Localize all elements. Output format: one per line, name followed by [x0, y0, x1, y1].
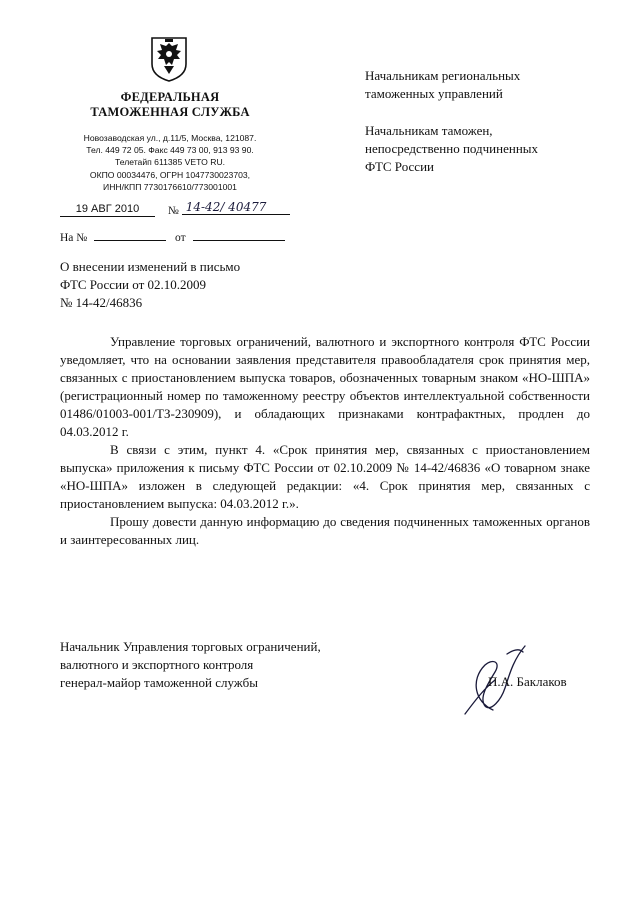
body-paragraph-1: Управление торговых ограничений, валютного и экспортного контроля ФТС России уведомляет, что на основании заявления представителя правообладателя срок принятия мер, связанных с приостановлением выпуска товаров, обозначенных товарным знаком «НО-ШПА» (регистрационный номер по таможенному реестру объектов интеллектуальной собственности 01486/01003-001/ТЗ-230909), и обладающих признаками контрафактных, продлен до 04.03.2012 г.: [60, 334, 590, 439]
addressee-regional-departments: [365, 67, 520, 103]
agency-okpo-ogrn: ОКПО 00034476, ОГРН 1047730023703,: [89, 169, 251, 180]
reference-date-field: [193, 229, 285, 241]
reference-number-field: [94, 229, 166, 241]
signatory-title-line: Начальник Управления торговых ограничений,: [60, 639, 321, 654]
reference-line: [60, 229, 285, 244]
body-paragraph-3: Прошу довести данную информацию до сведения подчиненных таможенных органов и заинтересованных лиц.: [60, 514, 590, 547]
subject-line: ФТС России от 02.10.2009: [60, 277, 207, 292]
letter-subject: [60, 258, 240, 312]
agency-name: [60, 90, 280, 120]
agency-address: Новозаводская ул., д.11/5, Москва, 121087.: [83, 133, 257, 143]
subject-line: О внесении изменений в письмо: [60, 259, 241, 274]
subject-line: № 14-42/46836: [60, 295, 143, 310]
registration-number-field: [182, 200, 290, 215]
letter-body: [60, 333, 590, 549]
agency-phone-fax: Тел. 449 72 05. Факс 449 73 00, 913 93 90.: [86, 145, 254, 156]
agency-inn-kpp: ИНН/КПП 7730176610/773001001: [103, 181, 237, 192]
signatory-title: [60, 638, 321, 692]
addressee-line: непосредственно подчиненных: [365, 141, 539, 156]
registration-line: [60, 200, 290, 217]
reference-number-label: На №: [60, 232, 88, 244]
registration-date-field: [60, 205, 155, 217]
agency-contacts: [60, 132, 280, 193]
body-paragraph-2: В связи с этим, пункт 4. «Срок принятия мер, связанных с приостановлением выпуска» приложения к письму ФТС России от 02.10.2009 № 14-42/46836 «О товарном знаке «НО-ШПА» изложен в следующей редакции: «4. Срок принятия мер, связанных с приостановлением выпуска: 04.03.2012 г.».: [60, 442, 590, 511]
registration-number-label: №: [167, 205, 179, 217]
registration-number: 14-42/ 40477: [185, 200, 267, 214]
agency-name-line2: ТАМОЖЕННАЯ СЛУЖБА: [90, 105, 250, 119]
addressee-line: Начальникам региональных: [365, 68, 521, 83]
addressee-customs-offices: [365, 122, 538, 176]
signatory-name: П.А. Баклаков: [488, 674, 567, 689]
agency-name-line1: ФЕДЕРАЛЬНАЯ: [120, 90, 220, 104]
addressee-line: Начальникам таможен,: [365, 123, 493, 138]
signatory-title-line: генерал-майор таможенной службы: [60, 675, 258, 690]
addressee-line: таможенных управлений: [365, 86, 503, 101]
agency-teletype: Телетайп 611385 VETO RU.: [114, 157, 226, 168]
reference-from-label: от: [175, 232, 186, 244]
coat-of-arms-emblem: [148, 34, 190, 82]
signatory-title-line: валютного и экспортного контроля: [60, 657, 254, 672]
addressee-line: ФТС России: [365, 159, 434, 174]
registration-date: 19 АВГ 2010: [75, 203, 140, 215]
